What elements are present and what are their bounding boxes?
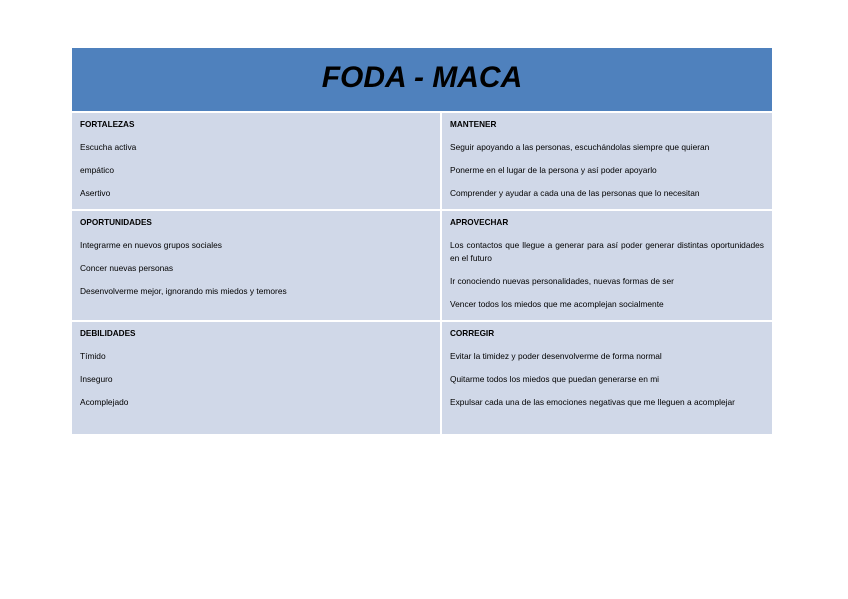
aprovechar-item: Vencer todos los miedos que me acomplejan socialmente [450, 299, 664, 309]
corregir-heading: CORREGIR [450, 329, 495, 338]
mantener-item: Ponerme en el lugar de la persona y así poder apoyarlo [450, 165, 657, 175]
mantener-heading: MANTENER [450, 120, 497, 129]
title-cell [72, 48, 772, 112]
corregir-item: Expulsar cada una de las emociones negativas que me lleguen a acomplejar [450, 397, 735, 407]
section-row-fortalezas [72, 112, 772, 210]
debilidades-item: Acomplejado [80, 397, 129, 407]
fortalezas-item: Escucha activa [80, 142, 137, 152]
debilidades-item: Tímido [80, 351, 106, 361]
debilidades-cell [72, 321, 441, 434]
title-row [72, 48, 772, 112]
fortalezas-cell [72, 112, 441, 210]
mantener-cell [441, 112, 772, 210]
aprovechar-item: Los contactos que llegue a generar para así poder generar distintas oportunidades en el futuro [450, 240, 764, 263]
aprovechar-item: Ir conociendo nuevas personalidades, nuevas formas de ser [450, 276, 674, 286]
corregir-item: Evitar la timidez y poder desenvolverme de forma normal [450, 351, 662, 361]
oportunidades-cell [72, 210, 441, 321]
mantener-item: Comprender y ayudar a cada una de las personas que lo necesitan [450, 188, 700, 198]
oportunidades-item: Desenvolverme mejor, ignorando mis miedos y temores [80, 286, 287, 296]
page-title: FODA - MACA [321, 60, 523, 94]
corregir-cell [441, 321, 772, 434]
fortalezas-heading: FORTALEZAS [80, 120, 135, 129]
aprovechar-cell [441, 210, 772, 321]
mantener-item: Seguir apoyando a las personas, escuchándolas siempre que quieran [450, 142, 710, 152]
oportunidades-heading: OPORTUNIDADES [80, 218, 152, 227]
foda-table [72, 48, 772, 434]
section-row-debilidades [72, 321, 772, 434]
oportunidades-item: Concer nuevas personas [80, 263, 174, 273]
corregir-item: Quitarme todos los miedos que puedan generarse en mi [450, 374, 660, 384]
fortalezas-item: Asertivo [80, 188, 111, 198]
debilidades-item: Inseguro [80, 374, 113, 384]
fortalezas-item: empático [80, 165, 114, 175]
oportunidades-item: Integrarme en nuevos grupos sociales [80, 240, 222, 250]
section-row-oportunidades [72, 210, 772, 321]
aprovechar-heading: APROVECHAR [450, 218, 509, 227]
debilidades-heading: DEBILIDADES [80, 329, 136, 338]
